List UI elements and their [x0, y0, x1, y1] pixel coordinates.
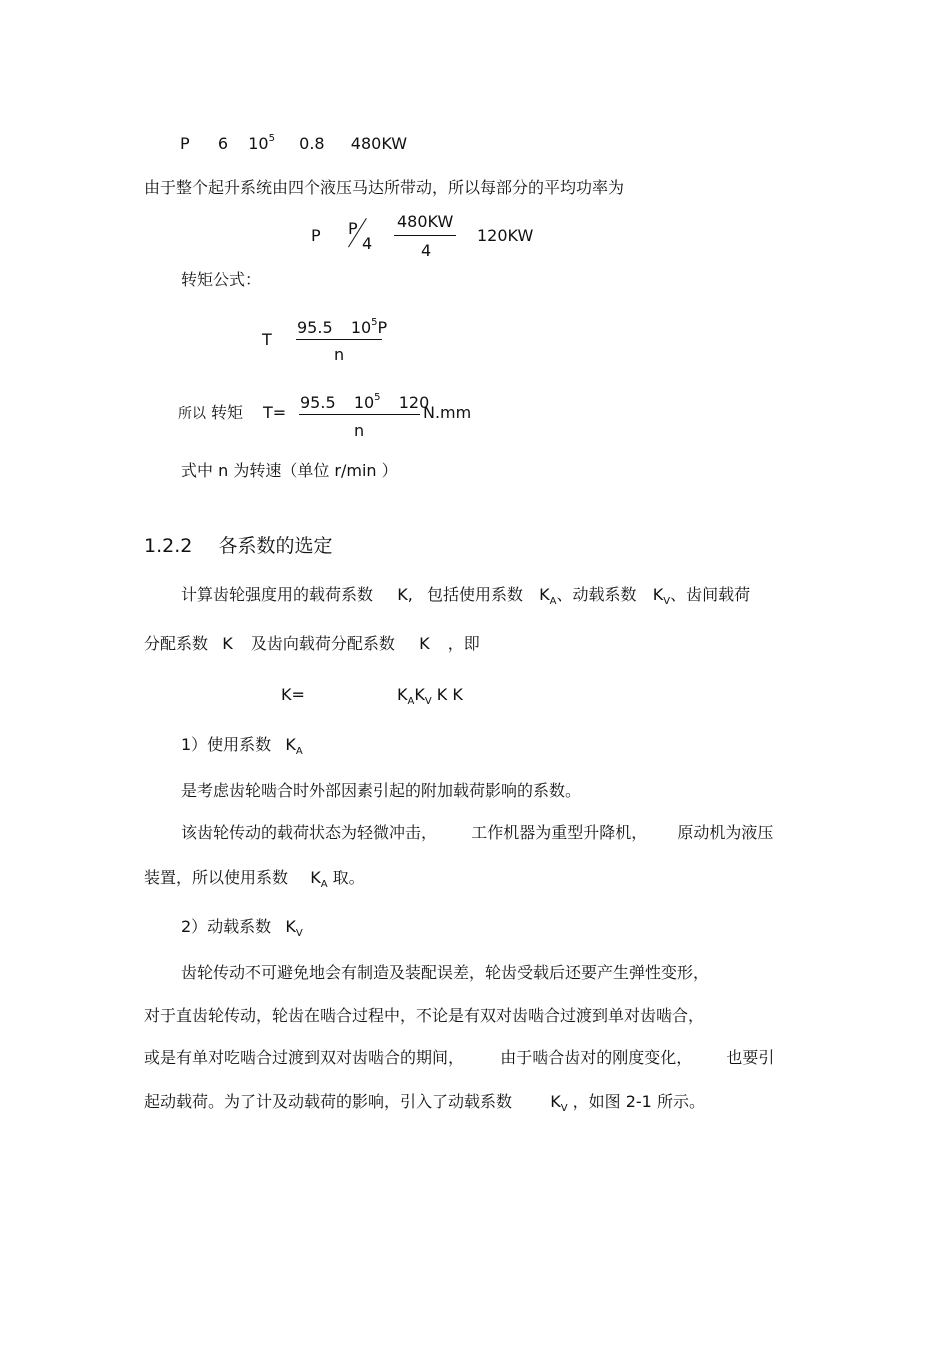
item1-p2-k: K: [310, 868, 321, 887]
k-eq-ka: K: [397, 685, 408, 704]
power-lhs: P: [180, 134, 190, 153]
item2-p4-sub: V: [560, 1103, 568, 1114]
item2-paragraph-line2: 对于直齿轮传动，轮齿在啮合过程中，不论是有双对齿啮合过渡到单对齿啮合，: [144, 1006, 705, 1025]
avg-lhs: P: [311, 226, 321, 245]
fraction-bar: [299, 414, 420, 415]
avg-numerator: 480KW: [397, 212, 454, 231]
k-eq-kv: K: [414, 685, 425, 704]
item2-p4-k: K: [550, 1092, 561, 1111]
item1-label: 1）使用系数: [181, 735, 272, 754]
k-paragraph-line2: [144, 634, 480, 654]
avg-denominator: 4: [421, 241, 432, 260]
k-eq-k-beta: K: [452, 685, 463, 704]
kv-subscript: V: [663, 596, 671, 607]
item2-paragraph-line3: [144, 1048, 774, 1068]
kv-symbol: K: [652, 585, 664, 604]
item1-p2-b: 取。: [332, 868, 365, 887]
item1-k: K: [285, 735, 296, 754]
k-eq-a-sub: A: [407, 696, 415, 707]
k2-text-a: 分配系数: [144, 634, 209, 653]
section-number: 1.2.2: [144, 535, 193, 557]
item2-heading: [181, 917, 303, 940]
item2-k: K: [285, 917, 296, 936]
torque2-num-c: 120: [398, 393, 430, 412]
torque2-exponent: 5: [374, 392, 381, 403]
item2-paragraph-line4: [144, 1092, 705, 1115]
torque2-denominator: n: [354, 421, 365, 440]
k-eq-k-alpha: K: [436, 685, 448, 704]
k2-text-c: ，即: [447, 634, 480, 653]
power-factor-a: 6: [217, 134, 229, 153]
power-equation: [180, 134, 407, 157]
item1-p1-c: 原动机为液压: [677, 823, 774, 842]
torque2-lhs: T=: [263, 403, 287, 422]
torque2-prefix: 转矩: [211, 403, 244, 422]
section-title: 各系数的选定: [218, 535, 333, 557]
ka-symbol: K: [539, 585, 550, 604]
avg-power-paragraph: 由于整个起升系统由四个液压马达所带动，所以每部分的平均功率为: [144, 178, 625, 197]
avg-four: 4: [362, 234, 373, 253]
item2-sub: V: [295, 928, 303, 939]
item1-paragraph-line1: [181, 823, 773, 843]
k-symbol: K,: [397, 585, 413, 604]
item1-paragraph-line2: [144, 868, 365, 891]
torque-num-a: 95.5: [297, 318, 333, 337]
k2-text-b: 及齿向载荷分配系数: [250, 634, 395, 653]
k-alpha-symbol: K: [222, 634, 233, 653]
fraction-bar: [394, 235, 456, 236]
torque-exponent: 5: [371, 317, 378, 328]
power-result: 480KW: [350, 134, 408, 153]
torque2-prefix-small: 所以: [178, 406, 206, 422]
fraction-bar: [296, 339, 382, 340]
k-text-b: 包括使用系数: [426, 585, 523, 604]
k-eq-v-sub: V: [424, 696, 432, 707]
item2-paragraph-line1: 齿轮传动不可避免地会有制造及装配误差，轮齿受载后还要产生弹性变形，: [181, 963, 710, 982]
section-heading: [144, 536, 332, 556]
speed-note: 式中 n 为转速（单位 r/min ）: [181, 461, 398, 480]
k-text-c: 、动载系数: [556, 585, 637, 604]
k-beta-symbol: K: [419, 634, 430, 653]
item1-sub: A: [295, 746, 303, 757]
torque-num-b: 10: [350, 318, 372, 337]
item1-p1-a: 该齿轮传动的载荷状态为轻微冲击，: [181, 823, 438, 842]
k-text-d: 、齿间载荷: [670, 585, 751, 604]
torque2-num-a: 95.5: [300, 393, 336, 412]
avg-result: 120KW: [477, 226, 534, 245]
torque-lhs: T: [262, 330, 272, 349]
torque2-unit: N.mm: [423, 403, 472, 422]
torque2-numerator: [300, 393, 429, 416]
k-paragraph-line1: [181, 585, 750, 608]
torque-num-c: P: [377, 318, 388, 337]
item1-heading: [181, 735, 303, 758]
power-factor-c: 0.8: [299, 134, 325, 153]
k-eq-rhs: [397, 685, 463, 708]
item2-p4-b: ，如图 2-1 所示。: [572, 1092, 705, 1111]
ka-subscript: A: [549, 596, 557, 607]
item1-p1-b: 工作机器为重型升降机，: [471, 823, 648, 842]
power-exponent: 5: [268, 133, 275, 144]
k-text-a: 计算齿轮强度用的载荷系数: [181, 585, 374, 604]
item1-p2-sub: A: [320, 879, 328, 890]
torque-denominator: n: [334, 345, 345, 364]
item1-description: 是考虑齿轮啮合时外部因素引起的附加载荷影响的系数。: [181, 781, 582, 800]
torque-label: 转矩公式：: [181, 270, 262, 289]
item2-p4-a: 起动载荷。为了计及动载荷的影响，引入了动载系数: [144, 1092, 513, 1111]
avg-p: P: [348, 219, 358, 238]
item2-p3-c: 也要引: [726, 1048, 775, 1067]
item2-p3-a: 或是有单对吃啮合过渡到双对齿啮合的期间，: [144, 1048, 465, 1067]
torque-numerator: [297, 318, 387, 341]
power-factor-b: 10: [248, 134, 269, 153]
item2-label: 2）动载系数: [181, 917, 272, 936]
torque2-num-b: 10: [353, 393, 375, 412]
item2-p3-b: 由于啮合齿对的刚度变化，: [500, 1048, 693, 1067]
item1-p2-a: 装置，所以使用系数: [144, 868, 289, 887]
k-eq-lhs: K=: [281, 685, 305, 704]
